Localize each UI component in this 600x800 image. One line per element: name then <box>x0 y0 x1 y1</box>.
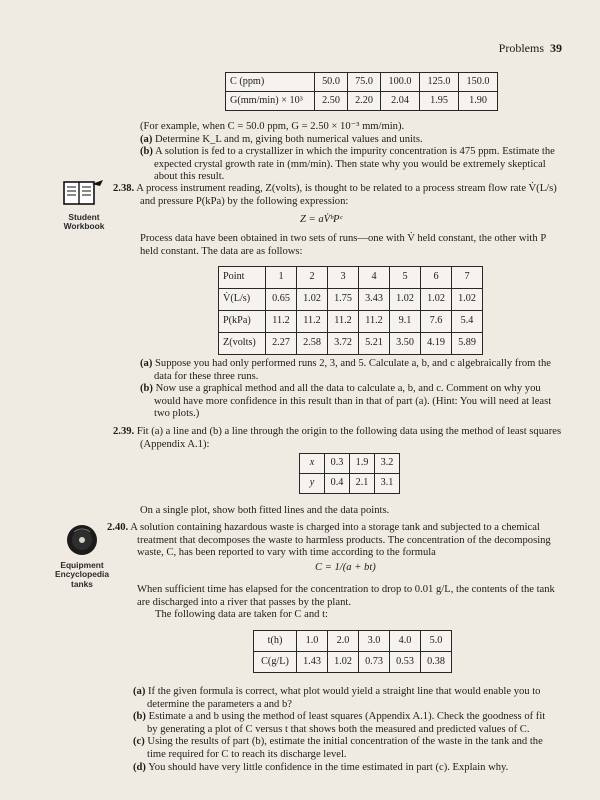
problem-number: 2.39. <box>113 426 135 437</box>
problem-text: held constant. The data are as follows: <box>140 245 303 257</box>
part-text: two plots.) <box>154 408 200 420</box>
part-text: If the given formula is correct, what plot would yield a straight line that would enable you to <box>148 686 541 697</box>
table-cell: 2.27 <box>266 333 297 355</box>
table-cell: 2.04 <box>381 92 420 111</box>
table-cell: 1.02 <box>297 289 328 311</box>
table-cell: 0.4 <box>325 474 350 494</box>
problem-2-40-mid <box>137 584 585 622</box>
crystal-growth-table <box>225 72 498 111</box>
table-cell: 0.53 <box>390 652 421 673</box>
table-cell: C(g/L) <box>254 652 297 673</box>
table-row <box>226 73 498 92</box>
table-cell: 0.3 <box>325 454 350 474</box>
table-row <box>219 267 483 289</box>
side-label-line: Workbook <box>63 221 105 232</box>
table-cell: 75.0 <box>348 73 381 92</box>
part-a: (a) Determine K_L and m, giving both numerical values and units. <box>140 133 423 145</box>
page-header <box>499 42 562 55</box>
problem-2-39-after: On a single plot, show both fitted lines and the data points. <box>140 505 390 516</box>
problem-2-38 <box>113 183 583 208</box>
problem-text: The following data are taken for C and t: <box>155 609 328 621</box>
problem-text: When sufficient time has elapsed for the concentration to drop to 0.01 g/L, the contents of the tank <box>137 584 555 595</box>
table-cell: 3.50 <box>390 333 421 355</box>
part-text: Using the results of part (b), estimate the initial concentration of the waste in the tank and the <box>147 736 543 748</box>
equation-z: Z = aV̇ᵇPᶜ <box>300 214 343 225</box>
table-cell: 2.0 <box>328 631 359 652</box>
table-row <box>254 631 452 652</box>
table-cell: 2.58 <box>297 333 328 355</box>
part-label: (b) <box>133 711 146 723</box>
table-cell: 11.2 <box>266 311 297 333</box>
table-cell: 1.43 <box>297 652 328 673</box>
table-cell: 9.1 <box>390 311 421 333</box>
table-cell: 5.89 <box>452 333 483 355</box>
cd-disc-icon <box>52 524 112 556</box>
table-cell: y <box>300 474 325 494</box>
table-cell: 5.4 <box>452 311 483 333</box>
table-row <box>254 652 452 673</box>
problem-number: 2.38. <box>113 183 135 194</box>
table-cell: 5 <box>390 267 421 289</box>
waste-concentration-table <box>253 630 452 673</box>
problem-2-40 <box>107 522 585 560</box>
side-label-line: Encyclopedia <box>55 569 109 580</box>
instrument-data-table <box>218 266 483 355</box>
table-cell: 1.90 <box>459 92 498 111</box>
part-b: (b) A solution is fed to a crystallizer in which the impurity concentration is 475 ppm. Estimate the <box>140 146 555 158</box>
part-text: You should have very little confidence in the time estimated in part (c). Explain why. <box>148 761 509 773</box>
table-cell: 3.43 <box>359 289 390 311</box>
table-cell: 3.2 <box>375 454 400 474</box>
part-label: (a) <box>133 686 146 697</box>
part-text: Suppose you had only performed runs 2, 3, and 5. Calculate a, b, and c algebraically from the <box>155 358 551 369</box>
problem-2-39 <box>113 426 585 451</box>
example-line: (For example, when C = 50.0 ppm, G = 2.50 × 10⁻³ mm/min). <box>140 121 405 132</box>
table-cell: 5.21 <box>359 333 390 355</box>
problem-text: Fit (a) a line and (b) a line through the origin to the following data using the method of least squares <box>136 426 562 437</box>
workbook-icon <box>56 178 106 208</box>
table-cell: 11.2 <box>359 311 390 333</box>
table-cell: 5.0 <box>421 631 452 652</box>
table-cell: 3 <box>328 267 359 289</box>
problem-text: (Appendix A.1): <box>140 438 210 450</box>
problem-text: and pressure P(kPa) by the following expression: <box>140 195 349 207</box>
table-row <box>219 289 483 311</box>
table-cell: C (ppm) <box>226 73 315 92</box>
table-cell: Point <box>219 267 266 289</box>
problem-text: waste, C, has been reported to vary with time according to the formula <box>137 547 436 559</box>
problem-2-38-data-text <box>140 233 585 258</box>
table-cell: 11.2 <box>297 311 328 333</box>
table-cell: 150.0 <box>459 73 498 92</box>
table-cell: 1.95 <box>420 92 459 111</box>
table-row <box>300 474 400 494</box>
problem-2-40-parts <box>133 686 585 774</box>
table-cell: 100.0 <box>381 73 420 92</box>
problem-text: A solution containing hazardous waste is charged into a storage tank and subjected to a chemical <box>130 522 540 533</box>
problem-number: 2.40. <box>107 522 129 533</box>
table-cell: 2.1 <box>350 474 375 494</box>
table-cell: 1.02 <box>328 652 359 673</box>
table-cell: 1.02 <box>390 289 421 311</box>
table-cell: Z(volts) <box>219 333 266 355</box>
table-cell: 3.72 <box>328 333 359 355</box>
table-cell: 1.02 <box>421 289 452 311</box>
part-text: time required for C to reach its discharge level. <box>147 748 347 760</box>
table-cell: 1.75 <box>328 289 359 311</box>
table-cell: 1 <box>266 267 297 289</box>
part-text: Now use a graphical method and all the data to calculate a, b, and c. Comment on why you <box>155 383 541 395</box>
problem-text: A process instrument reading, Z(volts), is thought to be related to a process stream flow rate V̇(L/s) <box>136 183 557 194</box>
problem-2-37-continued <box>140 121 580 184</box>
table-cell: 1.9 <box>350 454 375 474</box>
table-cell: 0.38 <box>421 652 452 673</box>
table-cell: t(h) <box>254 631 297 652</box>
table-cell: 11.2 <box>328 311 359 333</box>
table-cell: 4 <box>359 267 390 289</box>
part-label: (d) <box>133 761 146 773</box>
part-text: Estimate a and b using the method of least squares (Appendix A.1). Check the goodness of fit <box>148 711 546 723</box>
part-label: (b) <box>140 383 153 395</box>
table-cell: 0.65 <box>266 289 297 311</box>
problem-text: Process data have been obtained in two sets of runs—one with V̇ held constant, the other with P <box>140 233 547 244</box>
equation-c: C = 1/(a + bt) <box>315 562 376 573</box>
part-label: (c) <box>133 736 145 748</box>
table-cell: 2 <box>297 267 328 289</box>
table-cell: 4.0 <box>390 631 421 652</box>
table-cell: 50.0 <box>315 73 348 92</box>
table-row <box>226 92 498 111</box>
table-cell: 1.02 <box>452 289 483 311</box>
table-row <box>219 311 483 333</box>
table-cell: P(kPa) <box>219 311 266 333</box>
table-cell: 1.0 <box>297 631 328 652</box>
part-b-line: expected crystal growth rate in (mm/min). Then state why you would be extremely skeptical <box>154 158 546 170</box>
part-text: by generating a plot of C versus t that shows both the measured and predicted values of C. <box>147 723 530 735</box>
table-cell: 3.1 <box>375 474 400 494</box>
problem-2-38-parts <box>140 358 585 421</box>
table-cell: 125.0 <box>420 73 459 92</box>
equipment-encyclopedia-label <box>52 524 112 589</box>
xy-data-table <box>299 453 400 494</box>
table-row <box>219 333 483 355</box>
part-text: determine the parameters a and b? <box>147 698 293 710</box>
part-text: data for these three runs. <box>154 370 259 382</box>
problem-text: are discharged into a river that passes by the plant. <box>137 596 351 608</box>
side-label-line: tanks <box>71 578 93 589</box>
side-label-line: Equipment <box>60 559 104 570</box>
part-b-line: about this result. <box>154 171 225 183</box>
table-cell: G(mm/min) × 10³ <box>226 92 315 111</box>
table-cell: x <box>300 454 325 474</box>
table-row <box>300 454 400 474</box>
table-cell: 6 <box>421 267 452 289</box>
table-cell: 2.50 <box>315 92 348 111</box>
table-cell: 7 <box>452 267 483 289</box>
problem-text: treatment that decomposes the waste to harmless products. The concentration of the decomposing <box>137 534 551 546</box>
section-title: Problems <box>498 41 544 55</box>
page-number: 39 <box>550 41 562 55</box>
table-cell: 0.73 <box>359 652 390 673</box>
table-cell: 2.20 <box>348 92 381 111</box>
table-cell: 3.0 <box>359 631 390 652</box>
table-cell: 4.19 <box>421 333 452 355</box>
side-label-line: Student <box>68 211 100 222</box>
student-workbook-label <box>56 178 112 232</box>
table-cell: V̇(L/s) <box>219 289 266 311</box>
part-label: (a) <box>140 358 153 369</box>
part-text: would have more confidence in this result than in that of part (a). (Hint: You will need at least <box>154 395 552 407</box>
table-cell: 7.6 <box>421 311 452 333</box>
